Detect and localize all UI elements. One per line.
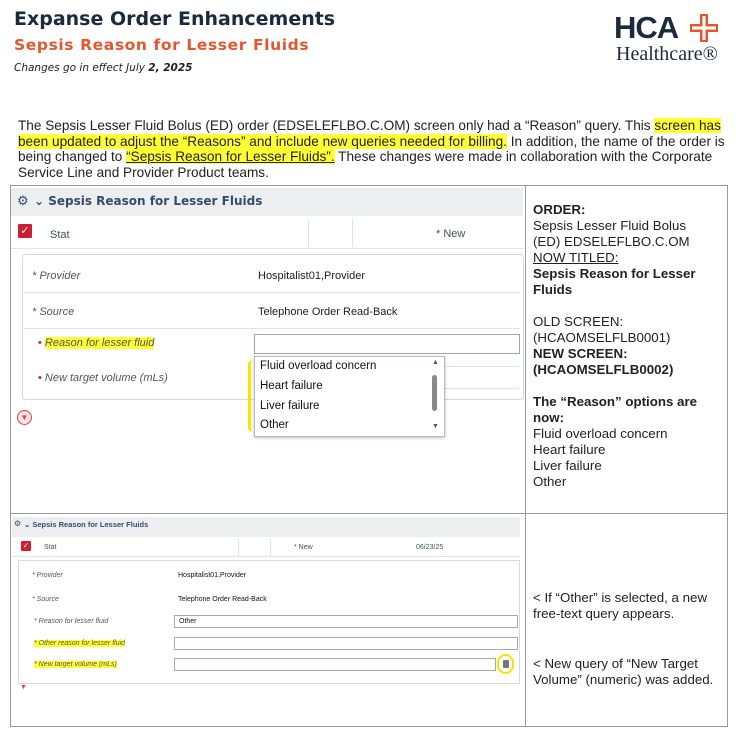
other-note: < If “Other” is selected, a new free-text query appears. <box>533 590 708 621</box>
cell-divider <box>308 219 309 247</box>
highlight-marker <box>248 360 257 432</box>
collapse-chevron-icon[interactable]: ▼ <box>17 410 32 425</box>
cell-divider <box>238 539 239 556</box>
source-label: * Source <box>32 306 75 318</box>
intro-text-1: The Sepsis Lesser Fluid Bolus (ED) order (EDSELEFLBO.C.OM) screen only had a “Reason” query. This <box>18 118 655 133</box>
order-title[interactable] <box>34 194 262 208</box>
source-label-2: * Source <box>32 596 59 603</box>
scroll-up-icon[interactable]: ▲ <box>432 359 439 366</box>
new-badge: * New <box>436 228 466 240</box>
reason-input-2[interactable] <box>174 615 518 628</box>
target-volume-label-text: New target volume (mLs) <box>44 372 168 384</box>
doc-subtitle: Sepsis Reason for Lesser Fluids <box>14 36 310 54</box>
old-screen-code: (HCAOMSELFLB0001) <box>533 330 671 345</box>
chevron-down-icon: ⌄ <box>34 194 49 208</box>
reason-item: Liver failure <box>533 458 602 473</box>
cell-divider <box>352 219 353 247</box>
new-screen-label: NEW SCREEN: <box>533 346 628 361</box>
intro-text-2: In addition, the name of the order is being changed to <box>18 133 725 164</box>
source-value[interactable]: Telephone Order Read-Back <box>258 306 398 318</box>
logo-plus-icon <box>689 14 719 42</box>
order-heading: ORDER: <box>533 202 586 217</box>
logo-healthcare-text: Healthcare® <box>616 43 718 65</box>
new-badge-2: * New <box>294 544 313 551</box>
stat-label-2: Stat <box>44 544 57 551</box>
provider-value-2[interactable]: Hospitalist01,Provider <box>178 572 247 579</box>
new-order-title: Sepsis Reason for Lesser Fluids <box>533 266 696 297</box>
effective-prefix: Changes go in effect July <box>14 62 149 74</box>
intro-order-name: “Sepsis Reason for Lesser Fluids”. <box>126 149 335 164</box>
field-divider <box>443 388 519 389</box>
other-reason-label: * Other reason for lesser fluid <box>34 640 126 647</box>
scroll-thumb[interactable] <box>432 375 437 411</box>
order-title-2-text: Sepsis Reason for Lesser Fluids <box>32 520 149 529</box>
order-notes <box>533 202 725 490</box>
target-volume-label-2: * New target volume (mLs) <box>34 661 117 668</box>
dropdown-option[interactable]: Fluid overload concern <box>260 360 377 372</box>
new-screen-code: (HCAOMSELFLB0002) <box>533 362 674 377</box>
order-title-text: Sepsis Reason for Lesser Fluids <box>48 194 263 208</box>
now-titled-label: NOW TITLED: <box>533 250 619 265</box>
reason-item: Fluid overload concern <box>533 426 668 441</box>
dropdown-scrollbar[interactable] <box>429 359 441 433</box>
cell-divider <box>270 539 271 556</box>
stat-checkbox-2[interactable]: ✓ <box>22 541 30 550</box>
scroll-down-icon[interactable]: ▼ <box>432 423 439 430</box>
reason-dropdown-list[interactable] <box>254 356 445 437</box>
reasons-heading: The “Reason” options are now: <box>533 394 698 425</box>
reason-value-2: Other <box>179 618 197 625</box>
effective-date: 2, 2025 <box>148 62 193 74</box>
dropdown-option[interactable]: Heart failure <box>260 380 323 392</box>
field-divider <box>24 328 520 329</box>
order-date: 06/23/25 <box>416 544 444 551</box>
settings-icon[interactable]: ⚙︎ <box>17 193 29 208</box>
intro-paragraph <box>18 118 730 180</box>
dropdown-option[interactable]: Other <box>260 419 289 431</box>
collapse-chevron-icon[interactable]: ▼ <box>20 684 27 691</box>
field-divider <box>443 366 519 367</box>
stat-label: Stat <box>50 229 70 241</box>
intro-text-3: These changes were made in collaboration with the Corporate Service Line and Provider Product teams. <box>18 149 713 180</box>
table-column-divider <box>525 185 526 727</box>
other-reason-input[interactable] <box>174 637 518 650</box>
effective-date-line <box>14 62 192 74</box>
old-screen-label: OLD SCREEN: <box>533 314 624 329</box>
reason-label-2: * Reason for lesser fluid <box>34 618 109 625</box>
order-title-2[interactable]: ⌄ Sepsis Reason for Lesser Fluids <box>24 520 149 529</box>
reason-item: Other <box>533 474 567 489</box>
order-line-1: Sepsis Lesser Fluid Bolus <box>533 218 686 233</box>
source-value-2[interactable]: Telephone Order Read-Back <box>178 596 267 603</box>
target-volume-input[interactable] <box>174 658 496 671</box>
intro-highlight: screen has been updated to adjust the “Reasons” and include new queries needed for billing. <box>18 118 721 149</box>
target-volume-label: • New target volume (mLs) <box>38 372 168 384</box>
order-line-2: (ED) EDSELEFLBO.C.OM <box>533 234 690 249</box>
provider-label-2: * Provider <box>32 572 63 579</box>
provider-label: * Provider <box>32 270 81 282</box>
provider-value[interactable]: Hospitalist01,Provider <box>258 270 365 282</box>
hca-logo <box>614 10 730 72</box>
stat-row-2 <box>12 538 520 557</box>
field-divider <box>24 292 520 293</box>
reason-item: Heart failure <box>533 442 606 457</box>
stat-checkbox[interactable]: ✓ <box>18 224 32 238</box>
volume-note: < New query of “New Target Volume” (numeric) was added. <box>533 656 714 687</box>
reason-label-text: Reason for lesser fluid <box>44 337 155 349</box>
logo-hca-text: HCA <box>614 10 679 45</box>
table-row-divider <box>10 513 728 514</box>
settings-icon[interactable]: ⚙︎ <box>14 519 22 528</box>
calculator-icon[interactable] <box>503 660 509 668</box>
highlight-circle <box>497 654 514 674</box>
reason-label: • Reason for lesser fluid <box>38 337 155 349</box>
dropdown-option[interactable]: Liver failure <box>260 400 320 412</box>
reason-input[interactable] <box>254 334 520 354</box>
doc-title: Expanse Order Enhancements <box>14 8 336 30</box>
